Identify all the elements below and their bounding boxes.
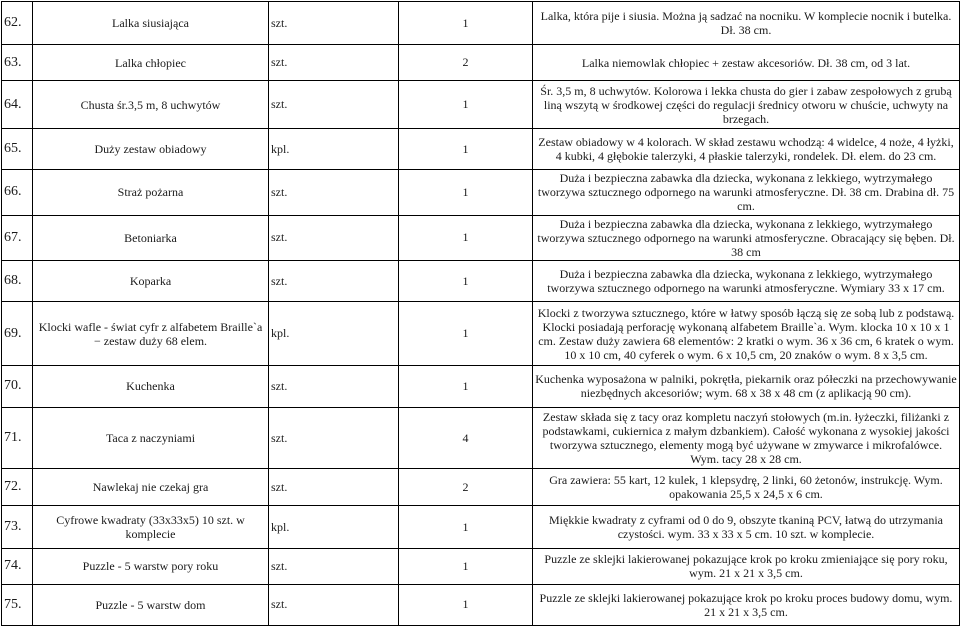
- item-name: Straż pożarna: [33, 170, 269, 215]
- item-name: Betoniarka: [33, 215, 269, 260]
- table-row: [2, 548, 960, 584]
- item-name: Duży zestaw obiadowy: [33, 128, 269, 169]
- item-number: 64.: [2, 81, 33, 129]
- item-number: 65.: [2, 128, 33, 169]
- item-unit: szt.: [269, 45, 399, 81]
- item-unit: kpl.: [269, 128, 399, 169]
- item-number: 67.: [2, 215, 33, 260]
- table-row: [2, 584, 960, 625]
- item-name: Kuchenka: [33, 365, 269, 407]
- item-unit: szt.: [269, 2, 399, 45]
- item-quantity: 1: [399, 584, 533, 625]
- item-quantity: 1: [399, 302, 533, 365]
- item-quantity: 4: [399, 408, 533, 469]
- item-unit: szt.: [269, 548, 399, 584]
- item-name: Puzzle - 5 warstw dom: [33, 584, 269, 625]
- item-description: Duża i bezpieczna zabawka dla dziecka, wykonana z lekkiego, wytrzymałego tworzywa sztucznego odpornego na warunki atmosferyczne. Dł. 38 cm. Drabina dł. 75 cm.: [533, 170, 960, 215]
- item-quantity: 2: [399, 45, 533, 81]
- item-unit: kpl.: [269, 302, 399, 365]
- items-table: [1, 1, 960, 626]
- item-name: Klocki wafle - świat cyfr z alfabetem Braille`a − zestaw duży 68 elem.: [33, 302, 269, 365]
- table-row: [2, 128, 960, 169]
- item-name: Taca z naczyniami: [33, 408, 269, 469]
- item-number: 71.: [2, 408, 33, 469]
- item-description: Klocki z tworzywa sztucznego, które w łatwy sposób łączą się ze sobą lub z podstawą. Klocki posiadają perforację wykonaną alfabetem Braille`a. Wym. klocka 10 x 10 x 1 cm. Zestaw duży zawiera 68 elementów: 2 kratki o wym. 36 x 36 cm, 6 kratek o wym. 10 x 10 cm, 40 cyferek o wym. 6 x 10,5 cm, 20 znaków o wym. 8 x 3,5 cm.: [533, 302, 960, 365]
- item-unit: szt.: [269, 215, 399, 260]
- item-name: Chusta śr.3,5 m, 8 uchwytów: [33, 81, 269, 129]
- item-quantity: 1: [399, 215, 533, 260]
- item-quantity: 1: [399, 261, 533, 302]
- item-description: Zestaw składa się z tacy oraz kompletu naczyń stołowych (m.in. łyżeczki, filiżanki z podstawkami, cukiernica z małym dzbankiem). Całość wykonana z wysokiej jakości tworzywa sztucznego, elementy mogą być używane w zmywarce i mikrofalówce. Wym. tacy 28 x 28 cm.: [533, 408, 960, 469]
- item-number: 70.: [2, 365, 33, 407]
- item-unit: szt.: [269, 365, 399, 407]
- item-quantity: 1: [399, 128, 533, 169]
- item-description: Zestaw obiadowy w 4 kolorach. W skład zestawu wchodzą: 4 widelce, 4 noże, 4 łyżki, 4 kubki, 4 głębokie talerzyki, 4 płaskie talerzyki, rondelek. Dł. elem. do 23 cm.: [533, 128, 960, 169]
- item-unit: szt.: [269, 170, 399, 215]
- item-number: 73.: [2, 506, 33, 548]
- item-number: 69.: [2, 302, 33, 365]
- item-description: Gra zawiera: 55 kart, 12 kulek, 1 klepsydrę, 2 linki, 60 żetonów, instrukcję. Wym. opakowania 25,5 x 24,5 x 6 cm.: [533, 469, 960, 506]
- table-row: [2, 215, 960, 260]
- table-row: [2, 45, 960, 81]
- item-description: Lalka, która pije i siusia. Można ją sadzać na nocniku. W komplecie nocnik i butelka. Dł. 38 cm.: [533, 2, 960, 45]
- item-quantity: 1: [399, 506, 533, 548]
- item-number: 62.: [2, 2, 33, 45]
- item-quantity: 2: [399, 469, 533, 506]
- item-quantity: 1: [399, 365, 533, 407]
- item-number: 72.: [2, 469, 33, 506]
- item-name: Cyfrowe kwadraty (33x33x5) 10 szt. w komplecie: [33, 506, 269, 548]
- item-description: Miękkie kwadraty z cyframi od 0 do 9, obszyte tkaniną PCV, łatwą do utrzymania czystości. wym. 33 x 33 x 5 cm. 10 szt. w komplecie.: [533, 506, 960, 548]
- item-description: Kuchenka wyposażona w palniki, pokrętła, piekarnik oraz półeczki na przechowywanie niezbędnych akcesoriów; wym. 68 x 38 x 48 cm (z aplikacją 90 cm).: [533, 365, 960, 407]
- item-name: Puzzle - 5 warstw pory roku: [33, 548, 269, 584]
- item-unit: szt.: [269, 81, 399, 129]
- table-row: [2, 261, 960, 302]
- table-row: [2, 2, 960, 45]
- item-description: Puzzle ze sklejki lakierowanej pokazujące krok po kroku zmieniające się pory roku, wym. 21 x 21 x 3,5 cm.: [533, 548, 960, 584]
- table-row: [2, 469, 960, 506]
- item-quantity: 1: [399, 2, 533, 45]
- item-number: 63.: [2, 45, 33, 81]
- table-row: [2, 302, 960, 365]
- item-unit: szt.: [269, 584, 399, 625]
- item-number: 75.: [2, 584, 33, 625]
- item-name: Koparka: [33, 261, 269, 302]
- item-quantity: 1: [399, 548, 533, 584]
- table-row: [2, 408, 960, 469]
- item-description: Lalka niemowlak chłopiec + zestaw akcesoriów. Dł. 38 cm, od 3 lat.: [533, 45, 960, 81]
- item-unit: kpl.: [269, 506, 399, 548]
- table-row: [2, 365, 960, 407]
- item-description: Śr. 3,5 m, 8 uchwytów. Kolorowa i lekka chusta do gier i zabaw zespołowych z grubą liną wszytą w środkowej części do regulacji średnicy otworu w chuście, uchwyty na brzegach.: [533, 81, 960, 129]
- item-number: 66.: [2, 170, 33, 215]
- table-row: [2, 81, 960, 129]
- table-row: [2, 170, 960, 215]
- item-name: Lalka siusiająca: [33, 2, 269, 45]
- item-name: Lalka chłopiec: [33, 45, 269, 81]
- item-description: Duża i bezpieczna zabawka dla dziecka, wykonana z lekkiego, wytrzymałego tworzywa sztucznego odpornego na warunki atmosferyczne. Wymiary 33 x 17 cm.: [533, 261, 960, 302]
- item-name: Nawlekaj nie czekaj gra: [33, 469, 269, 506]
- item-unit: szt.: [269, 261, 399, 302]
- item-unit: szt.: [269, 408, 399, 469]
- item-quantity: 1: [399, 170, 533, 215]
- item-description: Duża i bezpieczna zabawka dla dziecka, wykonana z lekkiego, wytrzymałego tworzywa sztucznego odpornego na warunki atmosferyczne. Obracający się bęben. Dł. 38 cm: [533, 215, 960, 260]
- item-quantity: 1: [399, 81, 533, 129]
- item-number: 68.: [2, 261, 33, 302]
- item-unit: szt.: [269, 469, 399, 506]
- item-number: 74.: [2, 548, 33, 584]
- table-row: [2, 506, 960, 548]
- item-description: Puzzle ze sklejki lakierowanej pokazujące krok po kroku proces budowy domu, wym. 21 x 21 x 3,5 cm.: [533, 584, 960, 625]
